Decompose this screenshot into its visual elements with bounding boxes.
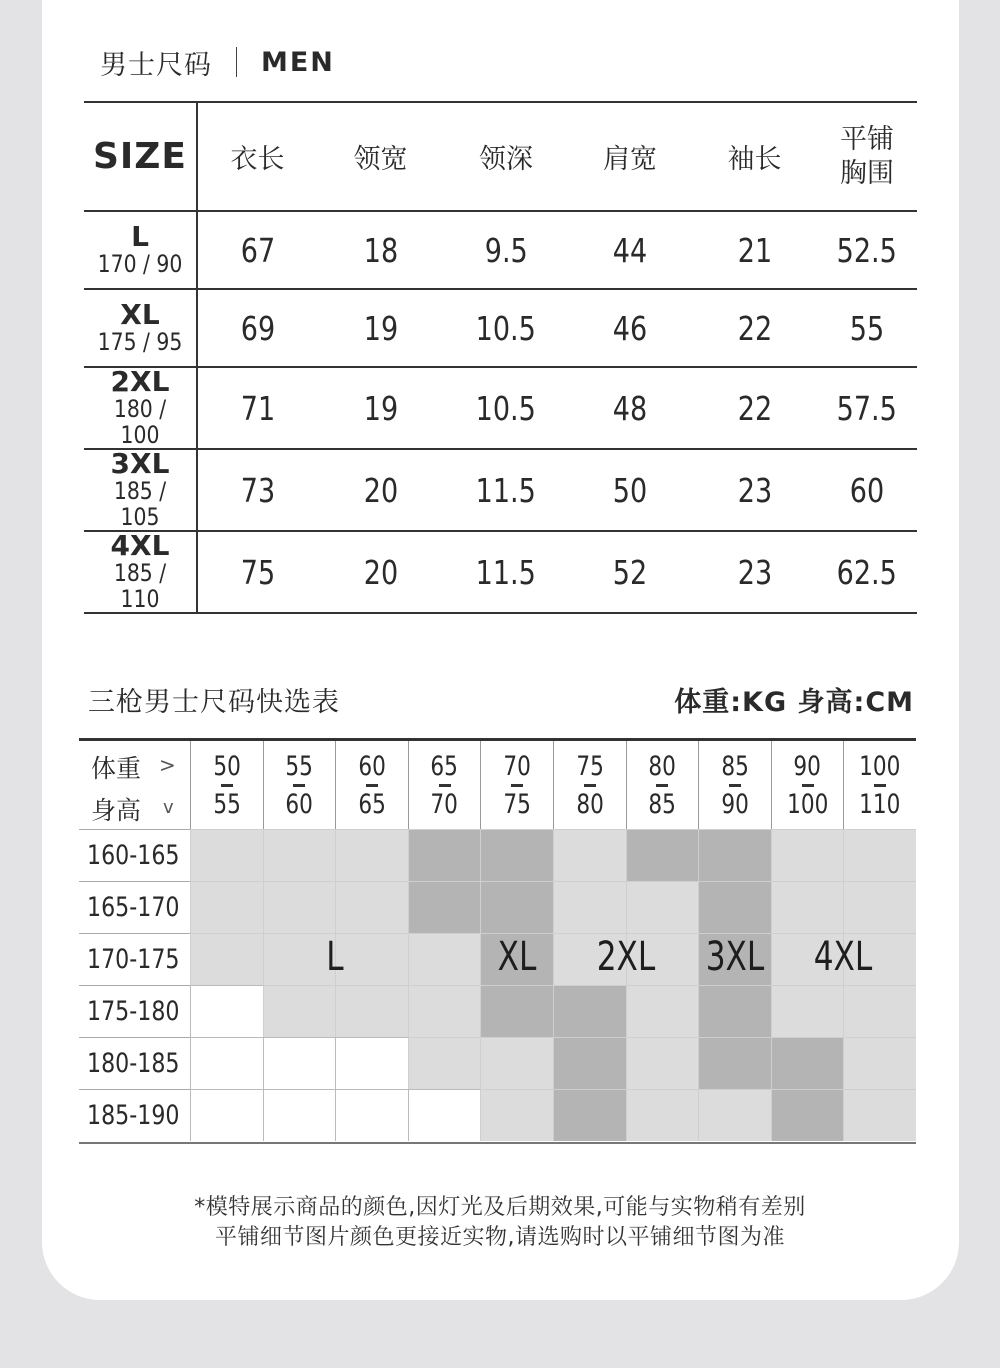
size-column-header: SIZE	[84, 102, 197, 211]
measurement-value: 23	[737, 552, 772, 592]
size-row	[84, 211, 917, 289]
weight-range-header	[263, 741, 336, 829]
measurement-value: 55	[849, 308, 885, 348]
size-grid-cell	[263, 1037, 336, 1089]
grid-bottom-rule	[79, 1142, 916, 1144]
weight-range-header	[408, 741, 481, 829]
size-cell	[84, 367, 197, 449]
section-header	[100, 42, 335, 82]
size-grid-cell	[626, 1037, 699, 1089]
measurement-cell	[317, 449, 444, 531]
measurement-cell	[317, 211, 444, 289]
size-grid-cell	[698, 1089, 771, 1141]
size-grid-cell	[263, 1089, 336, 1141]
chest-header-line2: 胸围	[840, 157, 894, 189]
measurement-cell	[568, 367, 692, 449]
measurement-cell	[692, 289, 817, 367]
size-grid-cell	[335, 1089, 408, 1141]
weight-range-header	[480, 741, 553, 829]
measurement-value: 20	[363, 552, 398, 592]
range-dash	[584, 784, 596, 787]
measurement-cell	[197, 449, 317, 531]
measurement-value: 23	[737, 470, 772, 510]
weight-range-min: 90	[793, 750, 822, 782]
size-grid-cell	[771, 1037, 844, 1089]
size-grid-cell	[843, 1037, 916, 1089]
measurement-cell	[568, 531, 692, 613]
size-grid-cell	[771, 881, 844, 933]
size-height-chest: 185 / 110	[113, 559, 167, 613]
size-height-chest: 175 / 95	[97, 328, 183, 356]
weight-range-min: 65	[430, 750, 459, 782]
height-range-label	[79, 829, 190, 881]
weight-range-header	[698, 741, 771, 829]
weight-range-header	[190, 741, 263, 829]
size-grid-cell	[480, 985, 553, 1037]
weight-range-max: 60	[285, 788, 314, 820]
size-grid-cell	[480, 1037, 553, 1089]
size-grid-cell	[626, 881, 699, 933]
height-range-label	[79, 1037, 190, 1089]
measurement-cell	[317, 289, 444, 367]
measurement-value: 10.5	[475, 388, 537, 428]
measurement-value: 19	[363, 308, 398, 348]
measurement-cell	[197, 531, 317, 613]
column-header-chest	[817, 102, 917, 211]
range-dash	[511, 784, 523, 787]
measurement-value: 22	[737, 308, 772, 348]
measurement-value: 52	[612, 552, 648, 592]
measurement-cell	[444, 449, 568, 531]
weight-range-header	[626, 741, 699, 829]
weight-range-max: 75	[503, 788, 531, 820]
range-dash	[656, 784, 668, 787]
size-grid-cell	[190, 881, 263, 933]
size-grid-cell	[771, 985, 844, 1037]
size-grid-cell	[263, 829, 336, 881]
size-grid-cell	[190, 1037, 263, 1089]
size-grid-cell	[698, 829, 771, 881]
header-title-en: MEN	[261, 46, 335, 78]
measurement-cell	[317, 531, 444, 613]
range-dash	[874, 784, 886, 787]
size-grid-cell	[408, 985, 481, 1037]
weight-range-header	[771, 741, 844, 829]
height-range-label	[79, 881, 190, 933]
size-grid-cell	[843, 1089, 916, 1141]
weight-range-max: 65	[358, 788, 386, 820]
size-grid-cell	[190, 985, 263, 1037]
height-range-text: 180-185	[87, 1048, 180, 1079]
measurement-cell	[692, 531, 817, 613]
weight-range-max: 100	[786, 788, 829, 820]
size-zone-label: 3XL	[705, 934, 764, 980]
grid-corner	[79, 741, 190, 829]
column-header-shoulder-width: 肩宽	[603, 144, 657, 175]
weight-range-min: 55	[285, 750, 314, 782]
weight-range-min: 50	[213, 750, 241, 782]
size-grid-cell	[408, 829, 481, 881]
size-grid-cell	[843, 985, 916, 1037]
corner-weight-label: 体重	[91, 754, 142, 783]
measurement-cell	[317, 367, 444, 449]
measurement-value: 9.5	[484, 230, 528, 270]
size-grid-cell	[335, 881, 408, 933]
measurement-value: 69	[240, 308, 275, 348]
size-grid-cell	[190, 829, 263, 881]
size-grid-cell	[190, 1089, 263, 1141]
weight-range-min: 80	[648, 750, 677, 782]
weight-range-max: 110	[859, 788, 901, 820]
height-range-label	[79, 1089, 190, 1141]
measurement-cell	[444, 211, 568, 289]
weight-range-header	[335, 741, 408, 829]
weight-range-max: 90	[721, 788, 749, 820]
measurement-cell	[692, 211, 817, 289]
measurement-value: 48	[612, 388, 648, 428]
quick-select-units: 体重:KG 身高:CM	[674, 687, 914, 718]
quick-select-grid	[79, 738, 916, 1144]
column-header-chest-text	[840, 123, 894, 191]
measurement-value: 57.5	[836, 388, 898, 428]
height-range-text: 185-190	[87, 1100, 180, 1131]
measurement-cell	[817, 449, 917, 531]
size-cell	[84, 449, 197, 531]
height-range-text: 160-165	[87, 840, 180, 871]
measurement-value: 10.5	[475, 308, 537, 348]
weight-range-header	[843, 741, 916, 829]
corner-weight-arrow: >	[159, 753, 176, 777]
size-grid-cell	[408, 933, 481, 985]
measurement-cell	[568, 289, 692, 367]
weight-range-max: 80	[576, 788, 604, 820]
size-grid-cell	[553, 881, 626, 933]
size-grid-cell	[553, 985, 626, 1037]
measurement-cell	[568, 211, 692, 289]
size-label: XL	[120, 298, 160, 331]
weight-range-min: 75	[576, 750, 604, 782]
weight-range-min: 60	[358, 750, 386, 782]
size-grid-cell	[698, 985, 771, 1037]
measurement-value: 11.5	[475, 470, 537, 510]
quick-select-title: 三枪男士尺码快选表	[88, 687, 340, 718]
size-grid-cell	[843, 829, 916, 881]
measurement-value: 75	[240, 552, 275, 592]
column-header-sleeve-length: 袖长	[727, 144, 782, 175]
size-grid-cell	[335, 933, 408, 985]
weight-range-max: 85	[648, 788, 677, 820]
size-grid-cell	[335, 985, 408, 1037]
size-height-chest: 185 / 105	[113, 477, 167, 531]
measurement-cell	[568, 449, 692, 531]
measurement-value: 22	[737, 388, 772, 428]
size-grid-cell	[771, 1089, 844, 1141]
size-label: L	[131, 220, 149, 253]
range-dash	[293, 784, 305, 787]
header-divider	[236, 47, 237, 77]
column-header-length: 衣长	[230, 144, 285, 175]
size-row	[84, 289, 917, 367]
range-dash	[366, 784, 378, 787]
disclaimer-line-2: 平铺细节图片颜色更接近实物,请选购时以平铺细节图为准	[215, 1225, 785, 1250]
measurement-value: 20	[363, 470, 398, 510]
size-height-chest: 170 / 90	[97, 250, 183, 278]
measurement-cell	[817, 289, 917, 367]
height-range-text: 170-175	[87, 944, 180, 975]
size-grid-cell	[626, 1089, 699, 1141]
range-dash	[221, 784, 233, 787]
height-range-label	[79, 985, 190, 1037]
header-title-cn: 男士尺码	[100, 49, 212, 81]
size-grid-cell	[480, 1089, 553, 1141]
size-label: 2XL	[110, 365, 170, 398]
size-grid-cell	[553, 1089, 626, 1141]
measurement-value: 73	[240, 470, 275, 510]
column-header-collar-width: 领宽	[353, 144, 408, 175]
size-grid-cell	[480, 829, 553, 881]
size-grid-cell	[626, 829, 699, 881]
measurement-cell	[692, 449, 817, 531]
size-grid-cell	[408, 1037, 481, 1089]
measurement-value: 18	[363, 230, 398, 270]
measurement-value: 71	[240, 388, 275, 428]
size-label: 3XL	[110, 447, 170, 480]
size-grid-cell	[771, 829, 844, 881]
range-dash	[802, 784, 814, 787]
measurement-value: 19	[363, 388, 398, 428]
size-row	[84, 367, 917, 449]
weight-range-min: 100	[859, 750, 901, 782]
size-grid-cell	[553, 1037, 626, 1089]
size-grid-cell	[843, 881, 916, 933]
measurement-value: 11.5	[475, 552, 537, 592]
size-table	[84, 101, 917, 614]
measurement-cell	[817, 211, 917, 289]
size-zone-label: L	[326, 934, 344, 980]
range-dash	[439, 784, 451, 787]
size-grid-cell	[698, 1037, 771, 1089]
size-label: 4XL	[110, 529, 170, 562]
size-grid-cell	[335, 1037, 408, 1089]
size-grid-cell	[263, 881, 336, 933]
disclaimer-line-1: *模特展示商品的颜色,因灯光及后期效果,可能与实物稍有差别	[194, 1195, 806, 1220]
weight-range-min: 70	[503, 750, 531, 782]
measurement-cell	[444, 367, 568, 449]
height-range-text: 175-180	[87, 996, 180, 1027]
size-grid-cell	[480, 881, 553, 933]
size-cell	[84, 289, 197, 367]
weight-range-min: 85	[721, 750, 749, 782]
size-grid-cell	[335, 829, 408, 881]
measurement-value: 50	[612, 470, 648, 510]
measurement-cell	[197, 367, 317, 449]
size-grid-cell	[263, 933, 336, 985]
size-grid-cell	[263, 985, 336, 1037]
range-dash	[729, 784, 741, 787]
size-table-header-row	[84, 102, 917, 211]
column-header-collar-depth: 领深	[479, 144, 533, 175]
size-grid-cell	[553, 829, 626, 881]
measurement-value: 52.5	[836, 230, 898, 270]
measurement-value: 60	[849, 470, 885, 510]
size-grid-cell	[698, 881, 771, 933]
size-grid-cell	[408, 881, 481, 933]
weight-range-header	[553, 741, 626, 829]
size-row	[84, 449, 917, 531]
height-range-text: 165-170	[87, 892, 180, 923]
size-row	[84, 531, 917, 613]
size-zone-label: 4XL	[814, 934, 873, 980]
size-grid-cell	[626, 985, 699, 1037]
weight-range-max: 70	[430, 788, 459, 820]
chest-header-line1: 平铺	[840, 123, 894, 155]
measurement-value: 46	[612, 308, 648, 348]
corner-height-arrow: v	[163, 797, 174, 818]
size-zone-label: 2XL	[596, 934, 655, 980]
height-range-label	[79, 933, 190, 985]
size-zone-label: XL	[497, 934, 537, 980]
corner-height-label: 身高	[91, 796, 142, 825]
size-cell	[84, 211, 197, 289]
measurement-value: 44	[612, 230, 648, 270]
size-height-chest: 180 / 100	[113, 395, 167, 449]
measurement-cell	[197, 289, 317, 367]
measurement-cell	[197, 211, 317, 289]
measurement-value: 21	[737, 230, 772, 270]
measurement-value: 62.5	[836, 552, 898, 592]
measurement-cell	[817, 531, 917, 613]
size-grid-cell	[190, 933, 263, 985]
size-grid-cell	[408, 1089, 481, 1141]
measurement-value: 67	[240, 230, 275, 270]
measurement-cell	[444, 289, 568, 367]
weight-range-max: 55	[213, 788, 241, 820]
measurement-cell	[817, 367, 917, 449]
size-cell	[84, 531, 197, 613]
measurement-cell	[692, 367, 817, 449]
measurement-cell	[444, 531, 568, 613]
